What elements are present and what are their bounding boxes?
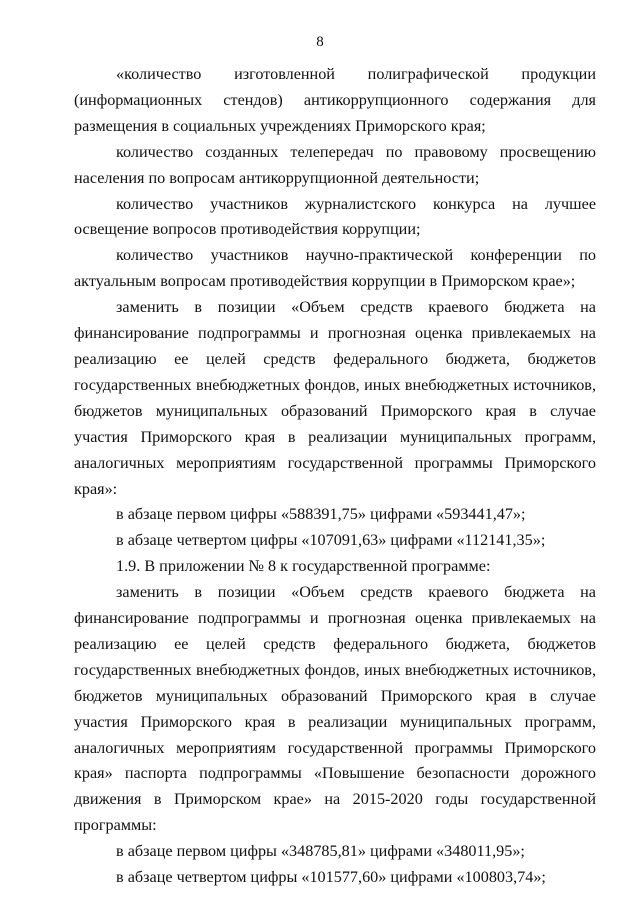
paragraph-printed-products: «количество изготовленной полиграфической продукции (информационных стендов) антикоррупционного содержания для размещения в социальных учреждениях Приморского края; <box>74 65 596 135</box>
paragraph-first-abzats-1: в абзаце первом цифры «588391,75» цифрами «593441,47»; <box>116 505 526 524</box>
paragraph-fourth-abzats-1: в абзаце четвертом цифры «107091,63» цифрами «112141,35»; <box>116 531 546 550</box>
paragraph-replace-position-2: заменить в позиции «Объем средств краевого бюджета на финансирование подпрограммы и прогнозная оценка привлекаемых на реализацию ее целей средств федерального бюджета, бюджетов государственных внебюджетных фондов, иных внебюджетных источников, бюджетов муниципальных образований Приморского края в случае участия Приморского края в реализации муниципальных программ, аналогичных мероприятиям государственной программы Приморского края» паспорта подпрограммы «Повышение безопасности дорожного движения в Приморском крае» на 2015-2020 годы государственной программы: <box>74 583 596 835</box>
paragraph-journalist-contest: количество участников журналистского конкурса на лучшее освещение вопросов противодействия коррупции; <box>74 194 596 239</box>
paragraph-fourth-abzats-2: в абзаце четвертом цифры «101577,60» цифрами «100803,74»; <box>116 868 546 887</box>
paragraph-section-1-9: 1.9. В приложении № 8 к государственной программе: <box>116 557 491 576</box>
paragraph-conference: количество участников научно-практической конференции по актуальным вопросам противодействия коррупции в Приморском крае»; <box>74 246 596 291</box>
page-number: 8 <box>316 34 324 50</box>
paragraph-tv-programs: количество созданных телепередач по правовому просвещению населения по вопросам антикоррупционной деятельности; <box>74 142 596 187</box>
paragraph-replace-position-1: заменить в позиции «Объем средств краевого бюджета на финансирование подпрограммы и прогнозная оценка привлекаемых на реализацию ее целей средств федерального бюджета, бюджетов государственных внебюджетных фондов, иных внебюджетных источников, бюджетов муниципальных образований Приморского края в случае участия Приморского края в реализации муниципальных программ, аналогичных мероприятиям государственной программы Приморского края»: <box>74 298 596 498</box>
document-body <box>74 62 596 891</box>
paragraph-first-abzats-2: в абзаце первом цифры «348785,81» цифрами «348011,95»; <box>116 842 525 861</box>
